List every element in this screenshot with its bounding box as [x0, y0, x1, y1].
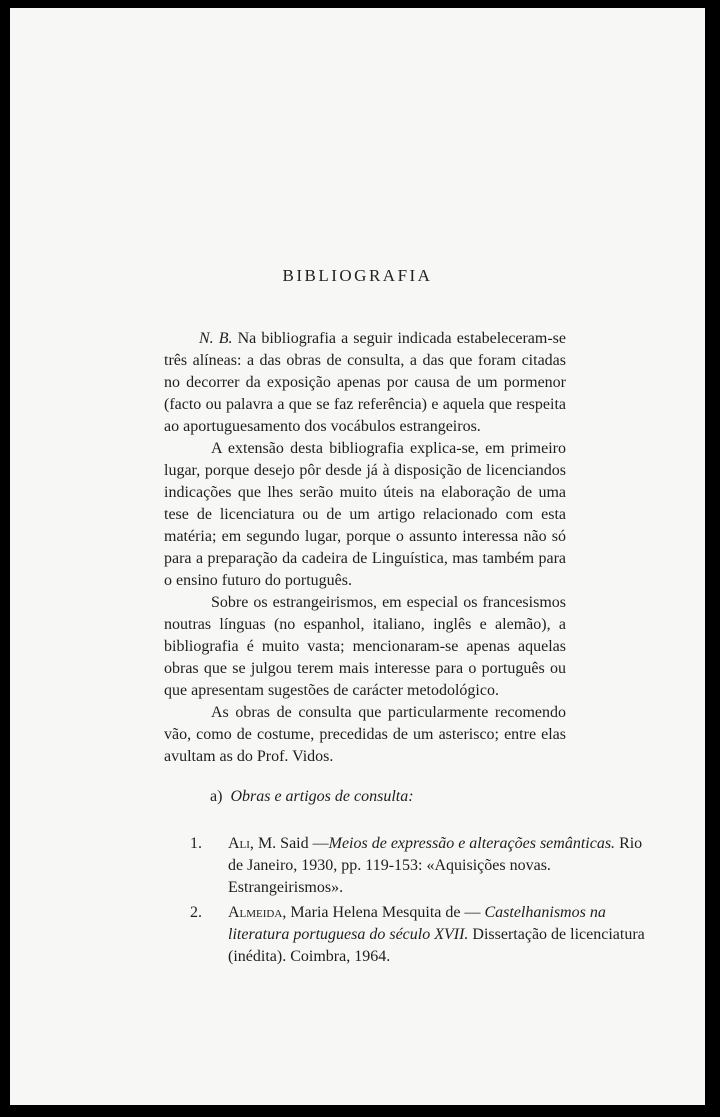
- entry-author-rest: M. Said —: [257, 835, 329, 852]
- section-heading-a: [210, 788, 414, 806]
- entry-number: 1.: [190, 835, 202, 852]
- entry-title: Castelhanismos na literatura portuguesa do século XVII.: [228, 904, 606, 943]
- entry-details: Dissertação de licenciatura (inédita). Coimbra, 1964.: [228, 926, 645, 965]
- intro-paragraph-4: As obras de consulta que particularmente recomendo vão, como de costume, precedidas de um asterisco; entre elas avultam as do Prof. Vidos.: [164, 704, 566, 765]
- entry-details: Rio de Janeiro, 1930, pp. 119-153: «Aquisições novas. Estrangeirismos».: [228, 835, 643, 896]
- section-marker: a): [210, 788, 223, 805]
- nb-label: N. B.: [199, 330, 233, 347]
- page-title: BIBLIOGRAFIA: [282, 266, 433, 285]
- document-page: [10, 8, 705, 1105]
- intro-text: [164, 328, 566, 768]
- intro-paragraph-1-text: Na bibliografia a seguir indicada estabeleceram-se três alíneas: a das obras de consulta, a das que foram citadas no decorrer da exposição apenas por causa de um pormenor (facto ou palavra a que se faz referência) e aquela que respeita ao aportuguesamento dos vocábulos estrangeiros.: [164, 330, 567, 435]
- entry-author: Almeida,: [228, 904, 287, 921]
- intro-paragraph-3: Sobre os estrangeirismos, em especial os francesismos noutras línguas (no espanhol, italiano, inglês e alemão), a bibliografia é muito vasta; mencionaram-se apenas aquelas obras que se julgou terem mais interesse para o português ou que apresentam sugestões de carácter metodológico.: [164, 594, 566, 699]
- entry-title: Meios de expressão e alterações semânticas.: [328, 835, 616, 852]
- bibliography-list: [190, 833, 650, 971]
- entry-number: 2.: [190, 904, 202, 921]
- intro-paragraph-1: [164, 328, 566, 438]
- bibliography-entry: [190, 902, 650, 968]
- section-title: Obras e artigos de consulta:: [230, 788, 414, 805]
- entry-author: Ali,: [228, 835, 254, 852]
- intro-paragraph-2: A extensão desta bibliografia explica-se, em primeiro lugar, porque desejo pôr desde já à disposição de licenciandos indicações que lhes serão muito úteis na elaboração de uma tese de licenciatura ou de um artigo relacionado com esta matéria; em segundo lugar, porque o assunto interessa não só para a preparação da cadeira de Linguística, mas também para o ensino futuro do português.: [164, 440, 566, 589]
- bibliography-entry: [190, 833, 650, 899]
- entry-author-rest: Maria Helena Mesquita de —: [290, 904, 481, 921]
